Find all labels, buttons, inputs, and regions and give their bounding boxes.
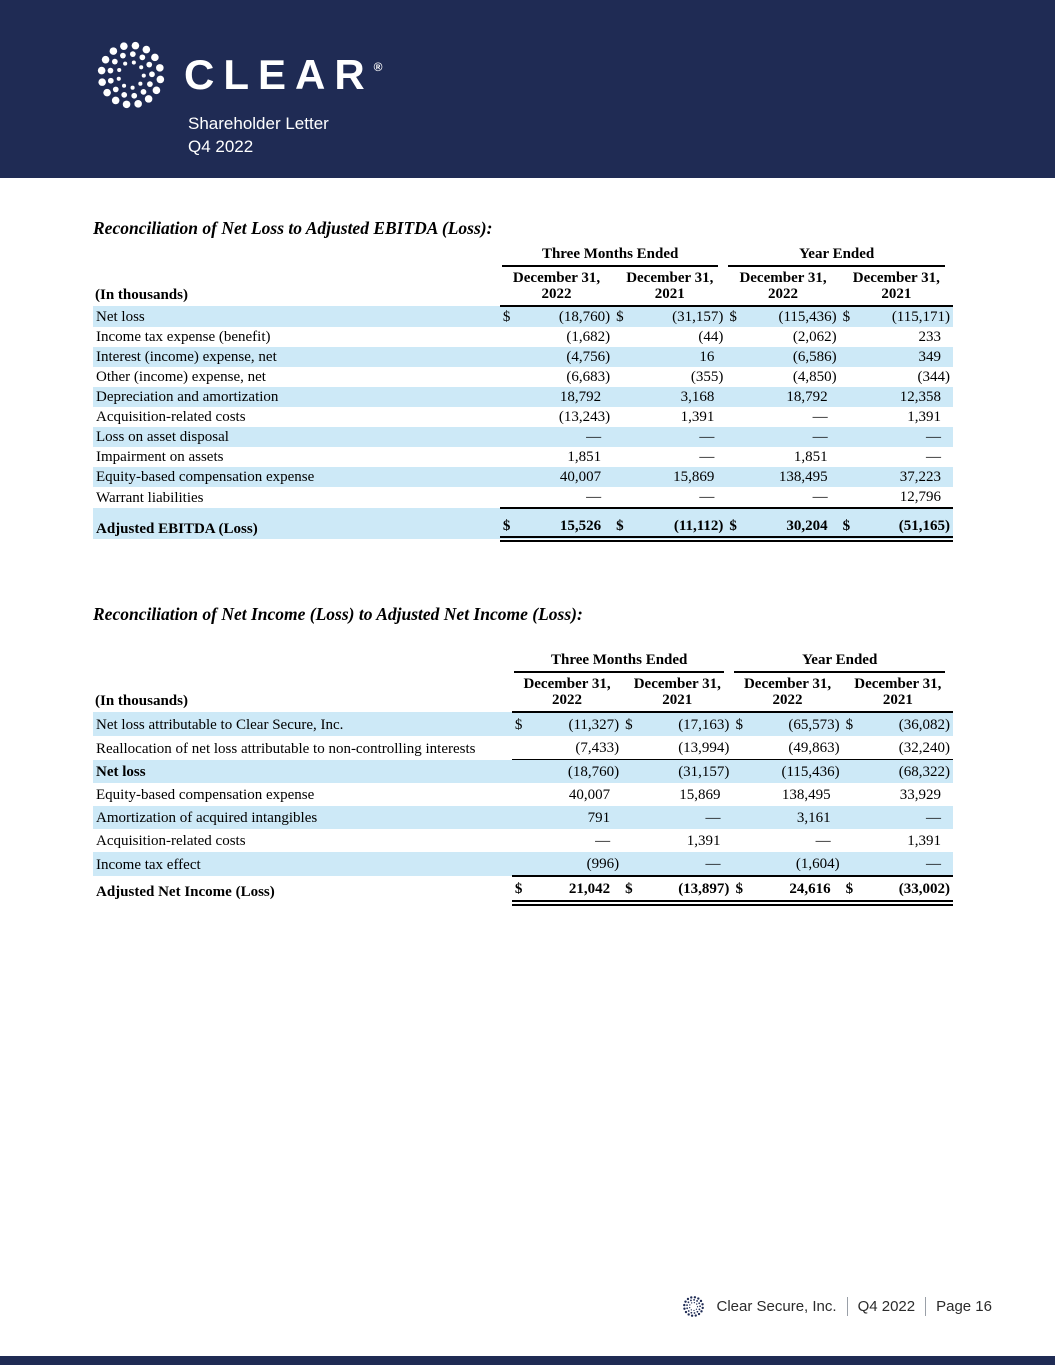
value-cell: (51,165): [857, 508, 953, 539]
value-cell: —: [743, 427, 839, 447]
date-column-header: December 31, 2022: [512, 673, 622, 712]
value-cell: (13,897): [639, 876, 732, 903]
value-cell: (4,756): [517, 347, 613, 367]
value-cell: —: [639, 852, 732, 876]
dollar-sign-cell: $: [843, 876, 860, 903]
value-cell: —: [860, 852, 953, 876]
value-cell: 1,391: [907, 833, 941, 849]
date-header-row: [93, 673, 953, 712]
dollar-sign-cell: $: [512, 712, 529, 736]
dollar-sign-cell: [500, 347, 517, 367]
value-cell: (996): [529, 852, 622, 876]
table-row: [93, 487, 953, 508]
dollar-sign-cell: $: [500, 508, 517, 539]
dollar-sign-cell: [726, 347, 743, 367]
footer-clear-dots-icon: [680, 1293, 707, 1320]
value-cell: —: [812, 489, 828, 505]
value-cell: —: [586, 489, 602, 505]
dollar-sign-cell: [732, 806, 749, 829]
table-row: [93, 876, 953, 903]
value-cell: (68,322): [860, 760, 953, 784]
dollar-sign-cell: [732, 783, 749, 806]
table-row: [93, 367, 953, 387]
value-cell: 138,495: [781, 787, 831, 803]
footer-company: Clear Secure, Inc.: [716, 1297, 837, 1315]
period-group-label: Three Months Ended: [512, 652, 733, 673]
table-row: [93, 407, 953, 427]
dollar-sign-cell: [840, 347, 857, 367]
table-title: Reconciliation of Net Income (Loss) to Adjusted Net Income (Loss):: [93, 604, 583, 624]
table-row: [93, 327, 953, 347]
dollar-sign-cell: $: [512, 876, 529, 903]
date-column-header: December 31, 2021: [613, 267, 726, 306]
dollar-sign-cell: [613, 427, 630, 447]
table-row: [93, 387, 953, 407]
dollar-sign-cell: [840, 427, 857, 447]
value-cell: 15,869: [630, 467, 726, 487]
value-cell: (6,586): [743, 347, 839, 367]
dollar-sign-cell: [732, 829, 749, 852]
value-cell: —: [860, 806, 953, 829]
row-label: Equity-based compensation expense: [96, 787, 315, 803]
table-row: [93, 347, 953, 367]
net-income-reconciliation-section: [93, 604, 953, 906]
value-cell: (65,573): [749, 712, 842, 736]
period-group-label: Year Ended: [726, 246, 953, 267]
value-cell: (49,863): [749, 736, 842, 760]
date-column-header: December 31, 2022: [732, 673, 842, 712]
value-cell: (11,327): [529, 712, 622, 736]
dollar-sign-cell: [512, 806, 529, 829]
dollar-sign-cell: [500, 387, 517, 407]
date-header-row: [93, 267, 953, 306]
dollar-sign-cell: $: [732, 712, 749, 736]
table-row: [93, 508, 953, 539]
dollar-sign-cell: [500, 327, 517, 347]
row-label: Adjusted Net Income (Loss): [96, 884, 275, 900]
period-group-label: Year Ended: [732, 652, 953, 673]
value-cell: 349: [857, 347, 953, 367]
table-row: [93, 829, 953, 852]
value-cell: (44): [698, 329, 724, 345]
value-cell: 1,851: [793, 449, 828, 465]
row-label: Equity-based compensation expense: [93, 467, 500, 487]
value-cell: (7,433): [529, 736, 622, 760]
value-cell: 791: [529, 806, 622, 829]
dollar-sign-cell: [512, 829, 529, 852]
dollar-sign-cell: $: [732, 876, 749, 903]
row-label: Warrant liabilities: [96, 490, 204, 506]
value-cell: 1,391: [907, 409, 941, 425]
dollar-sign-cell: [613, 387, 630, 407]
row-label: Acquisition-related costs: [96, 833, 246, 849]
value-cell: —: [639, 806, 732, 829]
value-cell: 40,007: [517, 467, 613, 487]
value-cell: (2,062): [792, 329, 837, 345]
value-cell: —: [699, 489, 715, 505]
value-cell: 30,204: [743, 508, 839, 539]
row-label: Income tax expense (benefit): [96, 329, 271, 345]
value-cell: 16: [630, 347, 726, 367]
value-cell: (4,850): [792, 369, 837, 385]
value-cell: 138,495: [743, 467, 839, 487]
value-cell: 3,161: [749, 806, 842, 829]
clear-dots-logo-icon: [88, 32, 174, 118]
row-label: Depreciation and amortization: [93, 387, 500, 407]
value-cell: —: [926, 449, 941, 465]
header-subtitle: [188, 112, 329, 158]
value-cell: (17,163): [639, 712, 732, 736]
dollar-sign-cell: [500, 487, 517, 508]
dollar-sign-cell: [843, 760, 860, 784]
value-cell: —: [630, 427, 726, 447]
dollar-sign-cell: [500, 407, 517, 427]
value-cell: 15,869: [679, 787, 721, 803]
date-column-header: December 31, 2021: [840, 267, 953, 306]
value-cell: 1,851: [567, 449, 602, 465]
page-footer: [680, 1291, 993, 1321]
dollar-sign-cell: $: [500, 306, 517, 327]
dollar-sign-cell: [726, 467, 743, 487]
value-cell: (1,682): [566, 329, 611, 345]
dollar-sign-cell: [622, 852, 639, 876]
dollar-sign-cell: [613, 347, 630, 367]
bottom-accent-bar: [0, 1356, 1055, 1365]
dollar-sign-cell: [613, 467, 630, 487]
dollar-sign-cell: [840, 327, 857, 347]
clear-wordmark: [184, 44, 383, 98]
table-row: [93, 760, 953, 784]
row-label: Income tax effect: [93, 852, 512, 876]
subtitle-line2: Q4 2022: [188, 137, 254, 156]
table-row: [93, 806, 953, 829]
value-cell: —: [812, 409, 828, 425]
row-label: Interest (income) expense, net: [93, 347, 500, 367]
value-cell: (11,112): [630, 508, 726, 539]
dollar-sign-cell: [500, 427, 517, 447]
value-cell: —: [699, 449, 715, 465]
dollar-sign-cell: [843, 736, 860, 760]
dollar-sign-cell: [622, 806, 639, 829]
value-cell: 40,007: [568, 787, 611, 803]
value-cell: 1,391: [680, 409, 715, 425]
value-cell: 37,223: [857, 467, 953, 487]
dollar-sign-cell: [613, 327, 630, 347]
dollar-sign-cell: [732, 760, 749, 784]
value-cell: (115,436): [743, 306, 839, 327]
table-title: Reconciliation of Net Loss to Adjusted EBITDA (Loss):: [93, 218, 493, 238]
table-row: [93, 783, 953, 806]
dollar-sign-cell: [843, 829, 860, 852]
units-label: (In thousands): [95, 693, 188, 709]
dollar-sign-cell: [840, 487, 857, 508]
value-cell: (355): [690, 369, 724, 385]
value-cell: (13,994): [639, 736, 732, 760]
dollar-sign-cell: $: [843, 712, 860, 736]
dollar-sign-cell: [512, 760, 529, 784]
row-label: Net loss: [93, 306, 500, 327]
dollar-sign-cell: $: [726, 306, 743, 327]
dollar-sign-cell: [622, 760, 639, 784]
row-label: Loss on asset disposal: [93, 427, 500, 447]
dollar-sign-cell: $: [840, 306, 857, 327]
row-label: Amortization of acquired intangibles: [93, 806, 512, 829]
table-row: [93, 427, 953, 447]
value-cell: (32,240): [860, 736, 953, 760]
dollar-sign-cell: [843, 852, 860, 876]
value-cell: 18,792: [517, 387, 613, 407]
value-cell: (6,683): [566, 369, 611, 385]
dollar-sign-cell: $: [613, 508, 630, 539]
value-cell: —: [517, 427, 613, 447]
value-cell: 21,042: [529, 876, 622, 903]
dollar-sign-cell: [843, 806, 860, 829]
net-income-reconciliation-table: [93, 652, 953, 906]
value-cell: (13,243): [558, 409, 611, 425]
value-cell: 3,168: [630, 387, 726, 407]
footer-separator: [847, 1297, 848, 1316]
table-row: [93, 852, 953, 876]
dollar-sign-cell: [500, 447, 517, 467]
row-label: Net loss attributable to Clear Secure, Inc.: [93, 712, 512, 736]
footer-page-number: Page 16: [936, 1297, 992, 1315]
ebitda-reconciliation-table: [93, 246, 953, 542]
dollar-sign-cell: [726, 447, 743, 467]
period-group-label: Three Months Ended: [500, 246, 727, 267]
value-cell: —: [595, 833, 611, 849]
dollar-sign-cell: [840, 447, 857, 467]
table-row: [93, 736, 953, 760]
row-label: Other (income) expense, net: [96, 369, 266, 385]
date-column-header: December 31, 2021: [622, 673, 732, 712]
dollar-sign-cell: [512, 736, 529, 760]
subtitle-line1: Shareholder Letter: [188, 114, 329, 133]
value-cell: (344): [917, 369, 950, 385]
value-cell: 12,358: [857, 387, 953, 407]
dollar-sign-cell: [840, 387, 857, 407]
dollar-sign-cell: [726, 427, 743, 447]
header-band: [0, 0, 1055, 178]
footer-period: Q4 2022: [857, 1297, 916, 1315]
date-column-header: December 31, 2022: [726, 267, 839, 306]
value-cell: 33,929: [899, 787, 941, 803]
period-group-header-row: [93, 652, 953, 673]
period-group-header-row: [93, 246, 953, 267]
value-cell: (33,002): [860, 876, 953, 903]
dollar-sign-cell: [732, 736, 749, 760]
dollar-sign-cell: [512, 783, 529, 806]
dollar-sign-cell: [843, 783, 860, 806]
value-cell: (115,171): [857, 306, 953, 327]
dollar-sign-cell: $: [622, 876, 639, 903]
table-row: [93, 712, 953, 736]
dollar-sign-cell: [613, 487, 630, 508]
dollar-sign-cell: $: [613, 306, 630, 327]
value-cell: 18,792: [743, 387, 839, 407]
dollar-sign-cell: [613, 447, 630, 467]
date-column-header: December 31, 2022: [500, 267, 613, 306]
dollar-sign-cell: $: [840, 508, 857, 539]
dollar-sign-cell: [726, 367, 743, 387]
dollar-sign-cell: [726, 487, 743, 508]
units-label: (In thousands): [95, 287, 188, 303]
dollar-sign-cell: [622, 829, 639, 852]
dollar-sign-cell: [726, 387, 743, 407]
registered-mark: ®: [373, 60, 383, 74]
value-cell: —: [815, 833, 831, 849]
value-cell: 24,616: [749, 876, 842, 903]
dollar-sign-cell: [840, 367, 857, 387]
row-label: Adjusted EBITDA (Loss): [93, 508, 500, 539]
row-label: Reallocation of net loss attributable to non-controlling interests: [96, 740, 476, 757]
row-label: Impairment on assets: [96, 449, 224, 465]
row-label: Net loss: [93, 760, 512, 784]
value-cell: (18,760): [529, 760, 622, 784]
table-row: [93, 306, 953, 327]
value-cell: 15,526: [517, 508, 613, 539]
value-cell: (18,760): [517, 306, 613, 327]
footer-separator: [925, 1297, 926, 1316]
brand-text: CLEAR: [184, 51, 374, 98]
dollar-sign-cell: [613, 367, 630, 387]
dollar-sign-cell: [500, 367, 517, 387]
dollar-sign-cell: [726, 407, 743, 427]
dollar-sign-cell: [622, 783, 639, 806]
value-cell: (36,082): [860, 712, 953, 736]
row-label: Acquisition-related costs: [96, 409, 246, 425]
table-row: [93, 467, 953, 487]
value-cell: —: [857, 427, 953, 447]
value-cell: 12,796: [899, 489, 941, 505]
value-cell: 1,391: [686, 833, 721, 849]
dollar-sign-cell: [500, 467, 517, 487]
dollar-sign-cell: [726, 327, 743, 347]
dollar-sign-cell: [512, 852, 529, 876]
dollar-sign-cell: $: [726, 508, 743, 539]
date-column-header: December 31, 2021: [843, 673, 953, 712]
dollar-sign-cell: [732, 852, 749, 876]
dollar-sign-cell: [622, 736, 639, 760]
value-cell: (31,157): [639, 760, 732, 784]
ebitda-reconciliation-section: [93, 218, 953, 542]
dollar-sign-cell: [840, 467, 857, 487]
dollar-sign-cell: [613, 407, 630, 427]
value-cell: (1,604): [749, 852, 842, 876]
dollar-sign-cell: [840, 407, 857, 427]
value-cell: 233: [918, 329, 941, 345]
dollar-sign-cell: $: [622, 712, 639, 736]
value-cell: (31,157): [630, 306, 726, 327]
table-row: [93, 447, 953, 467]
value-cell: (115,436): [749, 760, 842, 784]
